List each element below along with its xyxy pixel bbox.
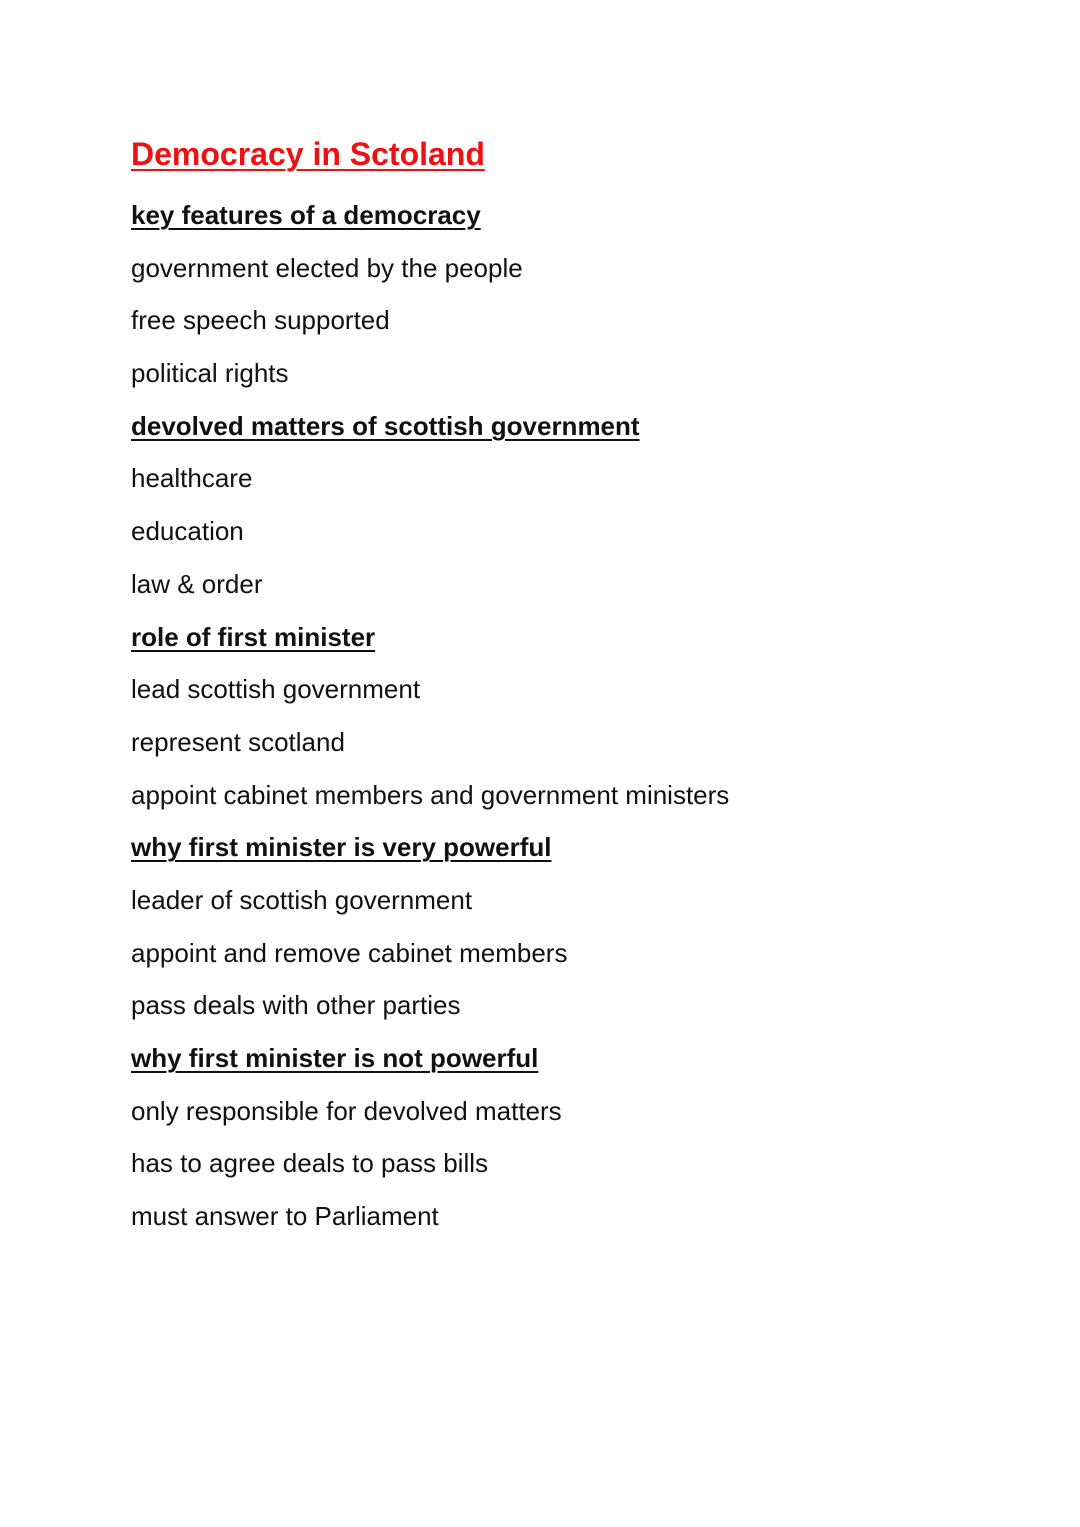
list-item: healthcare (131, 463, 253, 494)
section-heading: why first minister is very powerful (131, 832, 552, 863)
list-item: pass deals with other parties (131, 990, 461, 1021)
list-item: political rights (131, 358, 289, 389)
document-body (131, 189, 1031, 1243)
list-item: free speech supported (131, 305, 390, 336)
section-heading: devolved matters of scottish government (131, 410, 640, 441)
document-page (131, 134, 1031, 1243)
list-item: only responsible for devolved matters (131, 1095, 562, 1126)
section-heading: role of first minister (131, 621, 376, 652)
list-item: represent scotland (131, 726, 345, 757)
section-heading: why first minister is not powerful (131, 1043, 539, 1073)
list-item: education (131, 516, 244, 547)
list-item: appoint and remove cabinet members (131, 937, 568, 968)
document-title: Democracy in Sctoland (131, 136, 485, 172)
list-item: must answer to Parliament (131, 1201, 439, 1232)
list-item: lead scottish government (131, 674, 421, 705)
list-item: has to agree deals to pass bills (131, 1148, 488, 1179)
list-item: leader of scottish government (131, 884, 473, 915)
list-item: appoint cabinet members and government ministers (131, 779, 730, 810)
list-item: law & order (131, 568, 263, 599)
section-heading: key features of a democracy (131, 200, 481, 230)
list-item: government elected by the people (131, 252, 523, 283)
